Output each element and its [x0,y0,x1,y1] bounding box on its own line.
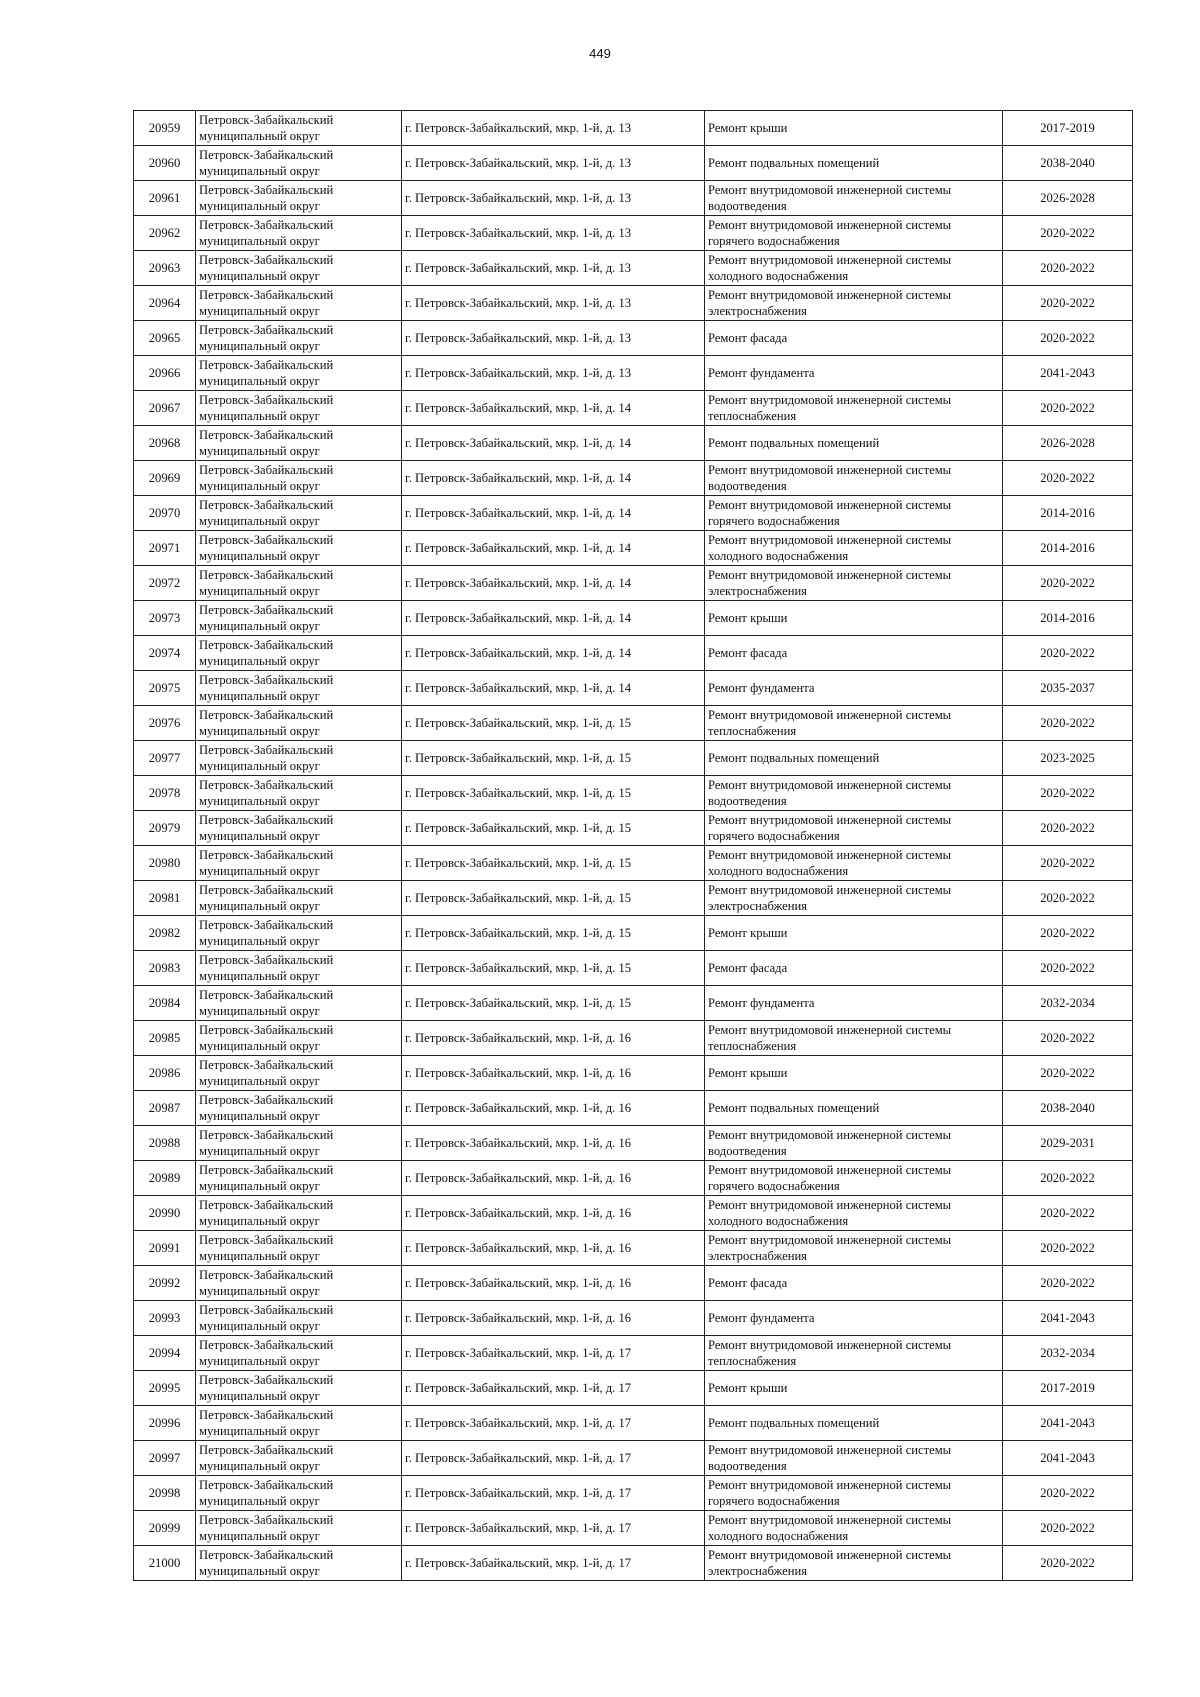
address-cell: г. Петровск-Забайкальский, мкр. 1-й, д. 14 [402,636,705,671]
period-cell: 2020-2022 [1003,1021,1133,1056]
period-cell: 2017-2019 [1003,111,1133,146]
period-cell: 2020-2022 [1003,1511,1133,1546]
work-type-cell: Ремонт крыши [705,1056,1003,1091]
period-cell: 2026-2028 [1003,426,1133,461]
period-cell: 2020-2022 [1003,811,1133,846]
address-cell: г. Петровск-Забайкальский, мкр. 1-й, д. 15 [402,741,705,776]
row-number-cell: 20972 [134,566,196,601]
period-cell: 2041-2043 [1003,1441,1133,1476]
row-number-cell: 21000 [134,1546,196,1581]
municipality-cell: Петровск-Забайкальский муниципальный округ [196,881,402,916]
municipality-cell: Петровск-Забайкальский муниципальный округ [196,1301,402,1336]
table-row [134,706,1133,741]
municipality-cell: Петровск-Забайкальский муниципальный округ [196,391,402,426]
work-type-cell: Ремонт фундамента [705,1301,1003,1336]
period-cell: 2041-2043 [1003,1406,1133,1441]
address-cell: г. Петровск-Забайкальский, мкр. 1-й, д. 14 [402,426,705,461]
row-number-cell: 20980 [134,846,196,881]
address-cell: г. Петровск-Забайкальский, мкр. 1-й, д. 14 [402,391,705,426]
row-number-cell: 20997 [134,1441,196,1476]
address-cell: г. Петровск-Забайкальский, мкр. 1-й, д. 16 [402,1231,705,1266]
address-cell: г. Петровск-Забайкальский, мкр. 1-й, д. 15 [402,881,705,916]
period-cell: 2020-2022 [1003,776,1133,811]
work-type-cell: Ремонт крыши [705,601,1003,636]
period-cell: 2020-2022 [1003,951,1133,986]
row-number-cell: 20960 [134,146,196,181]
work-type-cell: Ремонт подвальных помещений [705,426,1003,461]
period-cell: 2020-2022 [1003,1266,1133,1301]
address-cell: г. Петровск-Забайкальский, мкр. 1-й, д. 15 [402,811,705,846]
municipality-cell: Петровск-Забайкальский муниципальный округ [196,1336,402,1371]
address-cell: г. Петровск-Забайкальский, мкр. 1-й, д. 17 [402,1371,705,1406]
municipality-cell: Петровск-Забайкальский муниципальный округ [196,321,402,356]
municipality-cell: Петровск-Забайкальский муниципальный округ [196,251,402,286]
work-type-cell: Ремонт фундамента [705,356,1003,391]
row-number-cell: 20961 [134,181,196,216]
work-type-cell: Ремонт внутридомовой инженерной системы водоотведения [705,461,1003,496]
row-number-cell: 20969 [134,461,196,496]
address-cell: г. Петровск-Забайкальский, мкр. 1-й, д. 13 [402,181,705,216]
table-row [134,1091,1133,1126]
table-row [134,496,1133,531]
period-cell: 2020-2022 [1003,1161,1133,1196]
municipality-cell: Петровск-Забайкальский муниципальный округ [196,146,402,181]
table-row [134,566,1133,601]
table-row [134,111,1133,146]
row-number-cell: 20968 [134,426,196,461]
row-number-cell: 20988 [134,1126,196,1161]
table-row [134,1336,1133,1371]
row-number-cell: 20979 [134,811,196,846]
register-body [134,111,1133,1581]
period-cell: 2020-2022 [1003,1546,1133,1581]
table-row [134,846,1133,881]
table-row [134,1371,1133,1406]
work-type-cell: Ремонт подвальных помещений [705,1406,1003,1441]
address-cell: г. Петровск-Забайкальский, мкр. 1-й, д. 14 [402,531,705,566]
address-cell: г. Петровск-Забайкальский, мкр. 1-й, д. 17 [402,1546,705,1581]
table-row [134,286,1133,321]
municipality-cell: Петровск-Забайкальский муниципальный округ [196,1091,402,1126]
work-type-cell: Ремонт внутридомовой инженерной системы электроснабжения [705,1231,1003,1266]
row-number-cell: 20982 [134,916,196,951]
table-row [134,881,1133,916]
municipality-cell: Петровск-Забайкальский муниципальный округ [196,1056,402,1091]
table-row [134,1301,1133,1336]
table-row [134,1126,1133,1161]
work-type-cell: Ремонт внутридомовой инженерной системы теплоснабжения [705,1336,1003,1371]
table-row [134,636,1133,671]
row-number-cell: 20967 [134,391,196,426]
period-cell: 2020-2022 [1003,391,1133,426]
table-row [134,811,1133,846]
municipality-cell: Петровск-Забайкальский муниципальный округ [196,916,402,951]
address-cell: г. Петровск-Забайкальский, мкр. 1-й, д. 13 [402,356,705,391]
row-number-cell: 20985 [134,1021,196,1056]
table-row [134,146,1133,181]
period-cell: 2020-2022 [1003,846,1133,881]
table-row [134,671,1133,706]
row-number-cell: 20992 [134,1266,196,1301]
municipality-cell: Петровск-Забайкальский муниципальный округ [196,1511,402,1546]
address-cell: г. Петровск-Забайкальский, мкр. 1-й, д. 15 [402,951,705,986]
work-type-cell: Ремонт внутридомовой инженерной системы холодного водоснабжения [705,531,1003,566]
municipality-cell: Петровск-Забайкальский муниципальный округ [196,1476,402,1511]
municipality-cell: Петровск-Забайкальский муниципальный округ [196,461,402,496]
work-type-cell: Ремонт внутридомовой инженерной системы горячего водоснабжения [705,1161,1003,1196]
table-row [134,531,1133,566]
municipality-cell: Петровск-Забайкальский муниципальный округ [196,1406,402,1441]
row-number-cell: 20966 [134,356,196,391]
period-cell: 2014-2016 [1003,601,1133,636]
municipality-cell: Петровск-Забайкальский муниципальный округ [196,776,402,811]
row-number-cell: 20971 [134,531,196,566]
table-row [134,1196,1133,1231]
address-cell: г. Петровск-Забайкальский, мкр. 1-й, д. 14 [402,496,705,531]
row-number-cell: 20973 [134,601,196,636]
municipality-cell: Петровск-Забайкальский муниципальный округ [196,706,402,741]
row-number-cell: 20965 [134,321,196,356]
municipality-cell: Петровск-Забайкальский муниципальный округ [196,636,402,671]
work-type-cell: Ремонт внутридомовой инженерной системы холодного водоснабжения [705,1511,1003,1546]
address-cell: г. Петровск-Забайкальский, мкр. 1-й, д. 13 [402,216,705,251]
work-type-cell: Ремонт внутридомовой инженерной системы электроснабжения [705,566,1003,601]
address-cell: г. Петровск-Забайкальский, мкр. 1-й, д. 16 [402,1126,705,1161]
period-cell: 2020-2022 [1003,881,1133,916]
period-cell: 2035-2037 [1003,671,1133,706]
row-number-cell: 20970 [134,496,196,531]
row-number-cell: 20963 [134,251,196,286]
period-cell: 2020-2022 [1003,286,1133,321]
address-cell: г. Петровск-Забайкальский, мкр. 1-й, д. 13 [402,251,705,286]
row-number-cell: 20986 [134,1056,196,1091]
period-cell: 2020-2022 [1003,1056,1133,1091]
address-cell: г. Петровск-Забайкальский, мкр. 1-й, д. 15 [402,776,705,811]
municipality-cell: Петровск-Забайкальский муниципальный округ [196,846,402,881]
municipality-cell: Петровск-Забайкальский муниципальный округ [196,216,402,251]
row-number-cell: 20981 [134,881,196,916]
address-cell: г. Петровск-Забайкальский, мкр. 1-й, д. 17 [402,1406,705,1441]
table-row [134,426,1133,461]
period-cell: 2038-2040 [1003,146,1133,181]
work-type-cell: Ремонт внутридомовой инженерной системы водоотведения [705,1441,1003,1476]
row-number-cell: 20991 [134,1231,196,1266]
row-number-cell: 20996 [134,1406,196,1441]
work-type-cell: Ремонт внутридомовой инженерной системы теплоснабжения [705,706,1003,741]
municipality-cell: Петровск-Забайкальский муниципальный округ [196,1546,402,1581]
municipality-cell: Петровск-Забайкальский муниципальный округ [196,951,402,986]
row-number-cell: 20987 [134,1091,196,1126]
row-number-cell: 20964 [134,286,196,321]
municipality-cell: Петровск-Забайкальский муниципальный округ [196,1266,402,1301]
address-cell: г. Петровск-Забайкальский, мкр. 1-й, д. 16 [402,1021,705,1056]
work-type-cell: Ремонт внутридомовой инженерной системы горячего водоснабжения [705,1476,1003,1511]
row-number-cell: 20984 [134,986,196,1021]
address-cell: г. Петровск-Забайкальский, мкр. 1-й, д. 13 [402,146,705,181]
row-number-cell: 20959 [134,111,196,146]
municipality-cell: Петровск-Забайкальский муниципальный округ [196,1126,402,1161]
period-cell: 2020-2022 [1003,1196,1133,1231]
table-row [134,1266,1133,1301]
municipality-cell: Петровск-Забайкальский муниципальный округ [196,1161,402,1196]
address-cell: г. Петровск-Забайкальский, мкр. 1-й, д. 17 [402,1336,705,1371]
period-cell: 2014-2016 [1003,496,1133,531]
municipality-cell: Петровск-Забайкальский муниципальный округ [196,356,402,391]
table-row [134,1231,1133,1266]
work-type-cell: Ремонт внутридомовой инженерной системы холодного водоснабжения [705,251,1003,286]
table-row [134,916,1133,951]
table-row [134,391,1133,426]
register-table [133,110,1133,1581]
period-cell: 2032-2034 [1003,986,1133,1021]
work-type-cell: Ремонт крыши [705,916,1003,951]
work-type-cell: Ремонт фасада [705,1266,1003,1301]
municipality-cell: Петровск-Забайкальский муниципальный округ [196,1441,402,1476]
table-row [134,776,1133,811]
work-type-cell: Ремонт фундамента [705,671,1003,706]
work-type-cell: Ремонт внутридомовой инженерной системы водоотведения [705,181,1003,216]
period-cell: 2038-2040 [1003,1091,1133,1126]
municipality-cell: Петровск-Забайкальский муниципальный округ [196,1371,402,1406]
work-type-cell: Ремонт внутридомовой инженерной системы теплоснабжения [705,391,1003,426]
table-row [134,741,1133,776]
work-type-cell: Ремонт подвальных помещений [705,741,1003,776]
table-row [134,181,1133,216]
work-type-cell: Ремонт внутридомовой инженерной системы горячего водоснабжения [705,811,1003,846]
work-type-cell: Ремонт внутридомовой инженерной системы холодного водоснабжения [705,846,1003,881]
address-cell: г. Петровск-Забайкальский, мкр. 1-й, д. 16 [402,1161,705,1196]
work-type-cell: Ремонт крыши [705,111,1003,146]
address-cell: г. Петровск-Забайкальский, мкр. 1-й, д. 13 [402,321,705,356]
row-number-cell: 20990 [134,1196,196,1231]
period-cell: 2020-2022 [1003,461,1133,496]
table-row [134,356,1133,391]
address-cell: г. Петровск-Забайкальский, мкр. 1-й, д. 15 [402,846,705,881]
period-cell: 2020-2022 [1003,321,1133,356]
address-cell: г. Петровск-Забайкальский, мкр. 1-й, д. 14 [402,566,705,601]
work-type-cell: Ремонт фасада [705,636,1003,671]
row-number-cell: 20983 [134,951,196,986]
row-number-cell: 20976 [134,706,196,741]
address-cell: г. Петровск-Забайкальский, мкр. 1-й, д. 16 [402,1266,705,1301]
municipality-cell: Петровск-Забайкальский муниципальный округ [196,1231,402,1266]
municipality-cell: Петровск-Забайкальский муниципальный округ [196,811,402,846]
address-cell: г. Петровск-Забайкальский, мкр. 1-й, д. 15 [402,916,705,951]
period-cell: 2020-2022 [1003,1231,1133,1266]
work-type-cell: Ремонт фасада [705,951,1003,986]
municipality-cell: Петровск-Забайкальский муниципальный округ [196,531,402,566]
municipality-cell: Петровск-Забайкальский муниципальный округ [196,566,402,601]
period-cell: 2020-2022 [1003,916,1133,951]
period-cell: 2020-2022 [1003,706,1133,741]
period-cell: 2020-2022 [1003,566,1133,601]
table-row [134,1511,1133,1546]
period-cell: 2041-2043 [1003,356,1133,391]
period-cell: 2014-2016 [1003,531,1133,566]
address-cell: г. Петровск-Забайкальский, мкр. 1-й, д. 16 [402,1301,705,1336]
work-type-cell: Ремонт внутридомовой инженерной системы теплоснабжения [705,1021,1003,1056]
period-cell: 2017-2019 [1003,1371,1133,1406]
table-row [134,1021,1133,1056]
work-type-cell: Ремонт фасада [705,321,1003,356]
table-row [134,461,1133,496]
row-number-cell: 20995 [134,1371,196,1406]
address-cell: г. Петровск-Забайкальский, мкр. 1-й, д. 16 [402,1056,705,1091]
period-cell: 2026-2028 [1003,181,1133,216]
work-type-cell: Ремонт внутридомовой инженерной системы электроснабжения [705,1546,1003,1581]
row-number-cell: 20989 [134,1161,196,1196]
work-type-cell: Ремонт внутридомовой инженерной системы водоотведения [705,1126,1003,1161]
address-cell: г. Петровск-Забайкальский, мкр. 1-й, д. 16 [402,1091,705,1126]
table-row [134,951,1133,986]
address-cell: г. Петровск-Забайкальский, мкр. 1-й, д. 14 [402,671,705,706]
work-type-cell: Ремонт внутридомовой инженерной системы электроснабжения [705,286,1003,321]
address-cell: г. Петровск-Забайкальский, мкр. 1-й, д. 15 [402,706,705,741]
address-cell: г. Петровск-Забайкальский, мкр. 1-й, д. 14 [402,601,705,636]
period-cell: 2020-2022 [1003,636,1133,671]
municipality-cell: Петровск-Забайкальский муниципальный округ [196,1021,402,1056]
table-row [134,1056,1133,1091]
period-cell: 2029-2031 [1003,1126,1133,1161]
row-number-cell: 20978 [134,776,196,811]
period-cell: 2020-2022 [1003,216,1133,251]
work-type-cell: Ремонт внутридомовой инженерной системы водоотведения [705,776,1003,811]
table-row [134,986,1133,1021]
work-type-cell: Ремонт крыши [705,1371,1003,1406]
row-number-cell: 20974 [134,636,196,671]
municipality-cell: Петровск-Забайкальский муниципальный округ [196,986,402,1021]
address-cell: г. Петровск-Забайкальский, мкр. 1-й, д. 16 [402,1196,705,1231]
table-row [134,1406,1133,1441]
table-row [134,251,1133,286]
row-number-cell: 20975 [134,671,196,706]
row-number-cell: 20994 [134,1336,196,1371]
address-cell: г. Петровск-Забайкальский, мкр. 1-й, д. 13 [402,286,705,321]
municipality-cell: Петровск-Забайкальский муниципальный округ [196,1196,402,1231]
page-number: 449 [589,46,611,61]
row-number-cell: 20999 [134,1511,196,1546]
period-cell: 2023-2025 [1003,741,1133,776]
row-number-cell: 20998 [134,1476,196,1511]
municipality-cell: Петровск-Забайкальский муниципальный округ [196,671,402,706]
work-type-cell: Ремонт фундамента [705,986,1003,1021]
municipality-cell: Петровск-Забайкальский муниципальный округ [196,181,402,216]
table-row [134,601,1133,636]
municipality-cell: Петровск-Забайкальский муниципальный округ [196,111,402,146]
work-type-cell: Ремонт подвальных помещений [705,146,1003,181]
municipality-cell: Петровск-Забайкальский муниципальный округ [196,601,402,636]
work-type-cell: Ремонт внутридомовой инженерной системы горячего водоснабжения [705,496,1003,531]
address-cell: г. Петровск-Забайкальский, мкр. 1-й, д. 17 [402,1441,705,1476]
address-cell: г. Петровск-Забайкальский, мкр. 1-й, д. 17 [402,1476,705,1511]
municipality-cell: Петровск-Забайкальский муниципальный округ [196,496,402,531]
table-row [134,321,1133,356]
table-row [134,1161,1133,1196]
table-row [134,1476,1133,1511]
address-cell: г. Петровск-Забайкальский, мкр. 1-й, д. 15 [402,986,705,1021]
table-row [134,216,1133,251]
period-cell: 2032-2034 [1003,1336,1133,1371]
work-type-cell: Ремонт внутридомовой инженерной системы горячего водоснабжения [705,216,1003,251]
address-cell: г. Петровск-Забайкальский, мкр. 1-й, д. 13 [402,111,705,146]
row-number-cell: 20962 [134,216,196,251]
municipality-cell: Петровск-Забайкальский муниципальный округ [196,286,402,321]
row-number-cell: 20977 [134,741,196,776]
period-cell: 2020-2022 [1003,251,1133,286]
municipality-cell: Петровск-Забайкальский муниципальный округ [196,741,402,776]
work-type-cell: Ремонт внутридомовой инженерной системы электроснабжения [705,881,1003,916]
address-cell: г. Петровск-Забайкальский, мкр. 1-й, д. 17 [402,1511,705,1546]
municipality-cell: Петровск-Забайкальский муниципальный округ [196,426,402,461]
address-cell: г. Петровск-Забайкальский, мкр. 1-й, д. 14 [402,461,705,496]
table-row [134,1441,1133,1476]
work-type-cell: Ремонт подвальных помещений [705,1091,1003,1126]
period-cell: 2020-2022 [1003,1476,1133,1511]
work-type-cell: Ремонт внутридомовой инженерной системы холодного водоснабжения [705,1196,1003,1231]
period-cell: 2041-2043 [1003,1301,1133,1336]
table-row [134,1546,1133,1581]
row-number-cell: 20993 [134,1301,196,1336]
